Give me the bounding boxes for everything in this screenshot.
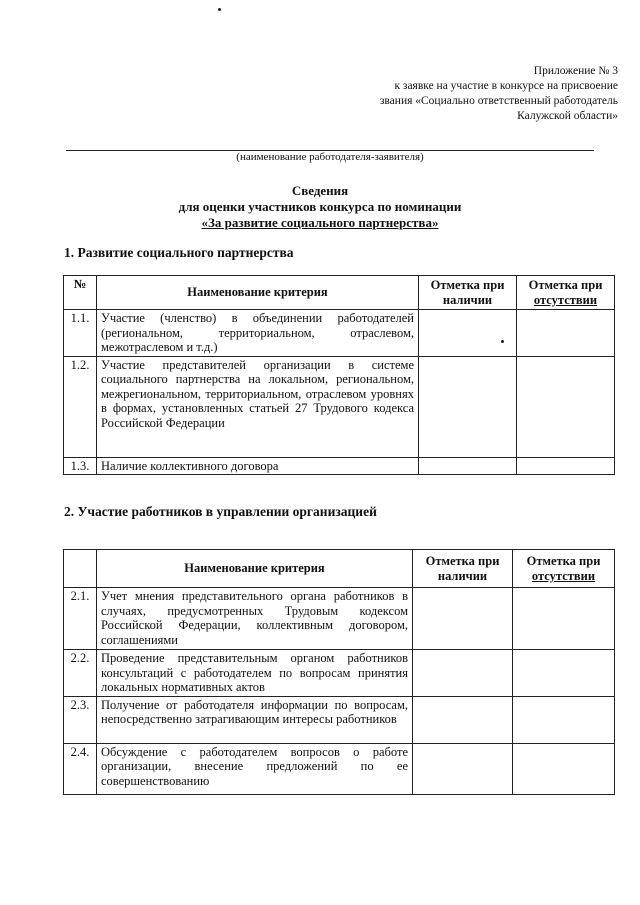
header-present-line2: наличии (437, 568, 488, 583)
present-mark-cell[interactable] (413, 743, 513, 794)
criterion-text: Участие представителей организации в системе социального партнерства на локальном, региональном, межрегиональном, территориальном, отраслевом уровнях в формах, установленных статьей 27 Трудового кодекса Российской Федерации (97, 356, 419, 457)
header-criterion: Наименование критерия (97, 276, 419, 310)
header-present-line1: Отметка при (430, 278, 505, 292)
absent-mark-cell[interactable] (513, 650, 615, 697)
present-mark-cell[interactable] (419, 310, 517, 357)
header-absent-line2: отсутствии (533, 292, 598, 307)
criterion-text: Получение от работодателя информации по вопросам, непосредственно затрагивающим интересы работников (97, 696, 413, 743)
header-num (64, 550, 97, 588)
header-absent-line2: отсутствии (531, 568, 596, 583)
absent-mark-cell[interactable] (517, 356, 615, 457)
table-header-row (64, 550, 615, 588)
criterion-text: Учет мнения представительного органа работников в случаях, предусмотренных Трудовым кодексом Российской Федерации, коллективным договором, соглашениями (97, 588, 413, 650)
doc-subtitle: для оценки участников конкурса по номинации (178, 199, 462, 214)
criterion-text: Наличие коллективного договора (97, 457, 419, 475)
criterion-text: Участие (членство) в объединении работодателей (региональном, территориальном, отраслевом, межотраслевом и т.д.) (97, 310, 419, 357)
header-present-line2: наличии (442, 292, 493, 307)
header-absent (513, 550, 615, 588)
row-number: 2.3. (64, 696, 97, 743)
header-absent-line1: Отметка при (526, 554, 601, 568)
header-absent (517, 276, 615, 310)
table-row (64, 310, 615, 357)
header-present-line1: Отметка при (425, 554, 500, 568)
appendix-line-3: звания «Социально ответственный работодатель (379, 95, 618, 107)
absent-mark-cell[interactable] (513, 696, 615, 743)
header-criterion: Наименование критерия (97, 550, 413, 588)
org-name-caption: (наименование работодателя-заявителя) (236, 151, 424, 163)
section2-table (63, 549, 615, 795)
table-header-row (64, 276, 615, 310)
criterion-text: Обсуждение с работодателем вопросов о работе организации, внесение предложений по ее совершенствованию (97, 743, 413, 794)
row-number: 2.4. (64, 743, 97, 794)
appendix-block (278, 64, 618, 124)
table-row (64, 743, 615, 794)
table-row (64, 588, 615, 650)
row-number: 2.1. (64, 588, 97, 650)
header-absent-line1: Отметка при (528, 278, 603, 292)
appendix-line-2: к заявке на участие в конкурсе на присвоение (394, 80, 618, 92)
table-row (64, 696, 615, 743)
present-mark-cell[interactable] (419, 356, 517, 457)
row-number: 1.1. (64, 310, 97, 357)
absent-mark-cell[interactable] (517, 457, 615, 475)
scan-speck (218, 8, 221, 11)
appendix-line-4: Калужской области» (517, 110, 618, 122)
present-mark-cell[interactable] (413, 650, 513, 697)
row-number: 2.2. (64, 650, 97, 697)
appendix-line-1: Приложение № 3 (533, 65, 618, 77)
present-mark-cell[interactable] (413, 696, 513, 743)
nomination-title: «За развитие социального партнерства» (201, 215, 439, 230)
row-number: 1.2. (64, 356, 97, 457)
scan-speck (501, 340, 504, 343)
section2-heading: 2. Участие работников в управлении организацией (64, 504, 377, 519)
absent-mark-cell[interactable] (513, 743, 615, 794)
table-row (64, 457, 615, 475)
header-present (419, 276, 517, 310)
table-row (64, 650, 615, 697)
present-mark-cell[interactable] (419, 457, 517, 475)
row-number: 1.3. (64, 457, 97, 475)
table-row (64, 356, 615, 457)
criterion-text: Проведение представительным органом работников консультаций с работодателем по вопросам принятия локальных нормативных актов (97, 650, 413, 697)
doc-title: Сведения (291, 183, 349, 198)
header-num: № (64, 276, 97, 310)
present-mark-cell[interactable] (413, 588, 513, 650)
absent-mark-cell[interactable] (517, 310, 615, 357)
header-present (413, 550, 513, 588)
absent-mark-cell[interactable] (513, 588, 615, 650)
section1-heading: 1. Развитие социального партнерства (64, 245, 294, 260)
section1-table (63, 275, 615, 475)
